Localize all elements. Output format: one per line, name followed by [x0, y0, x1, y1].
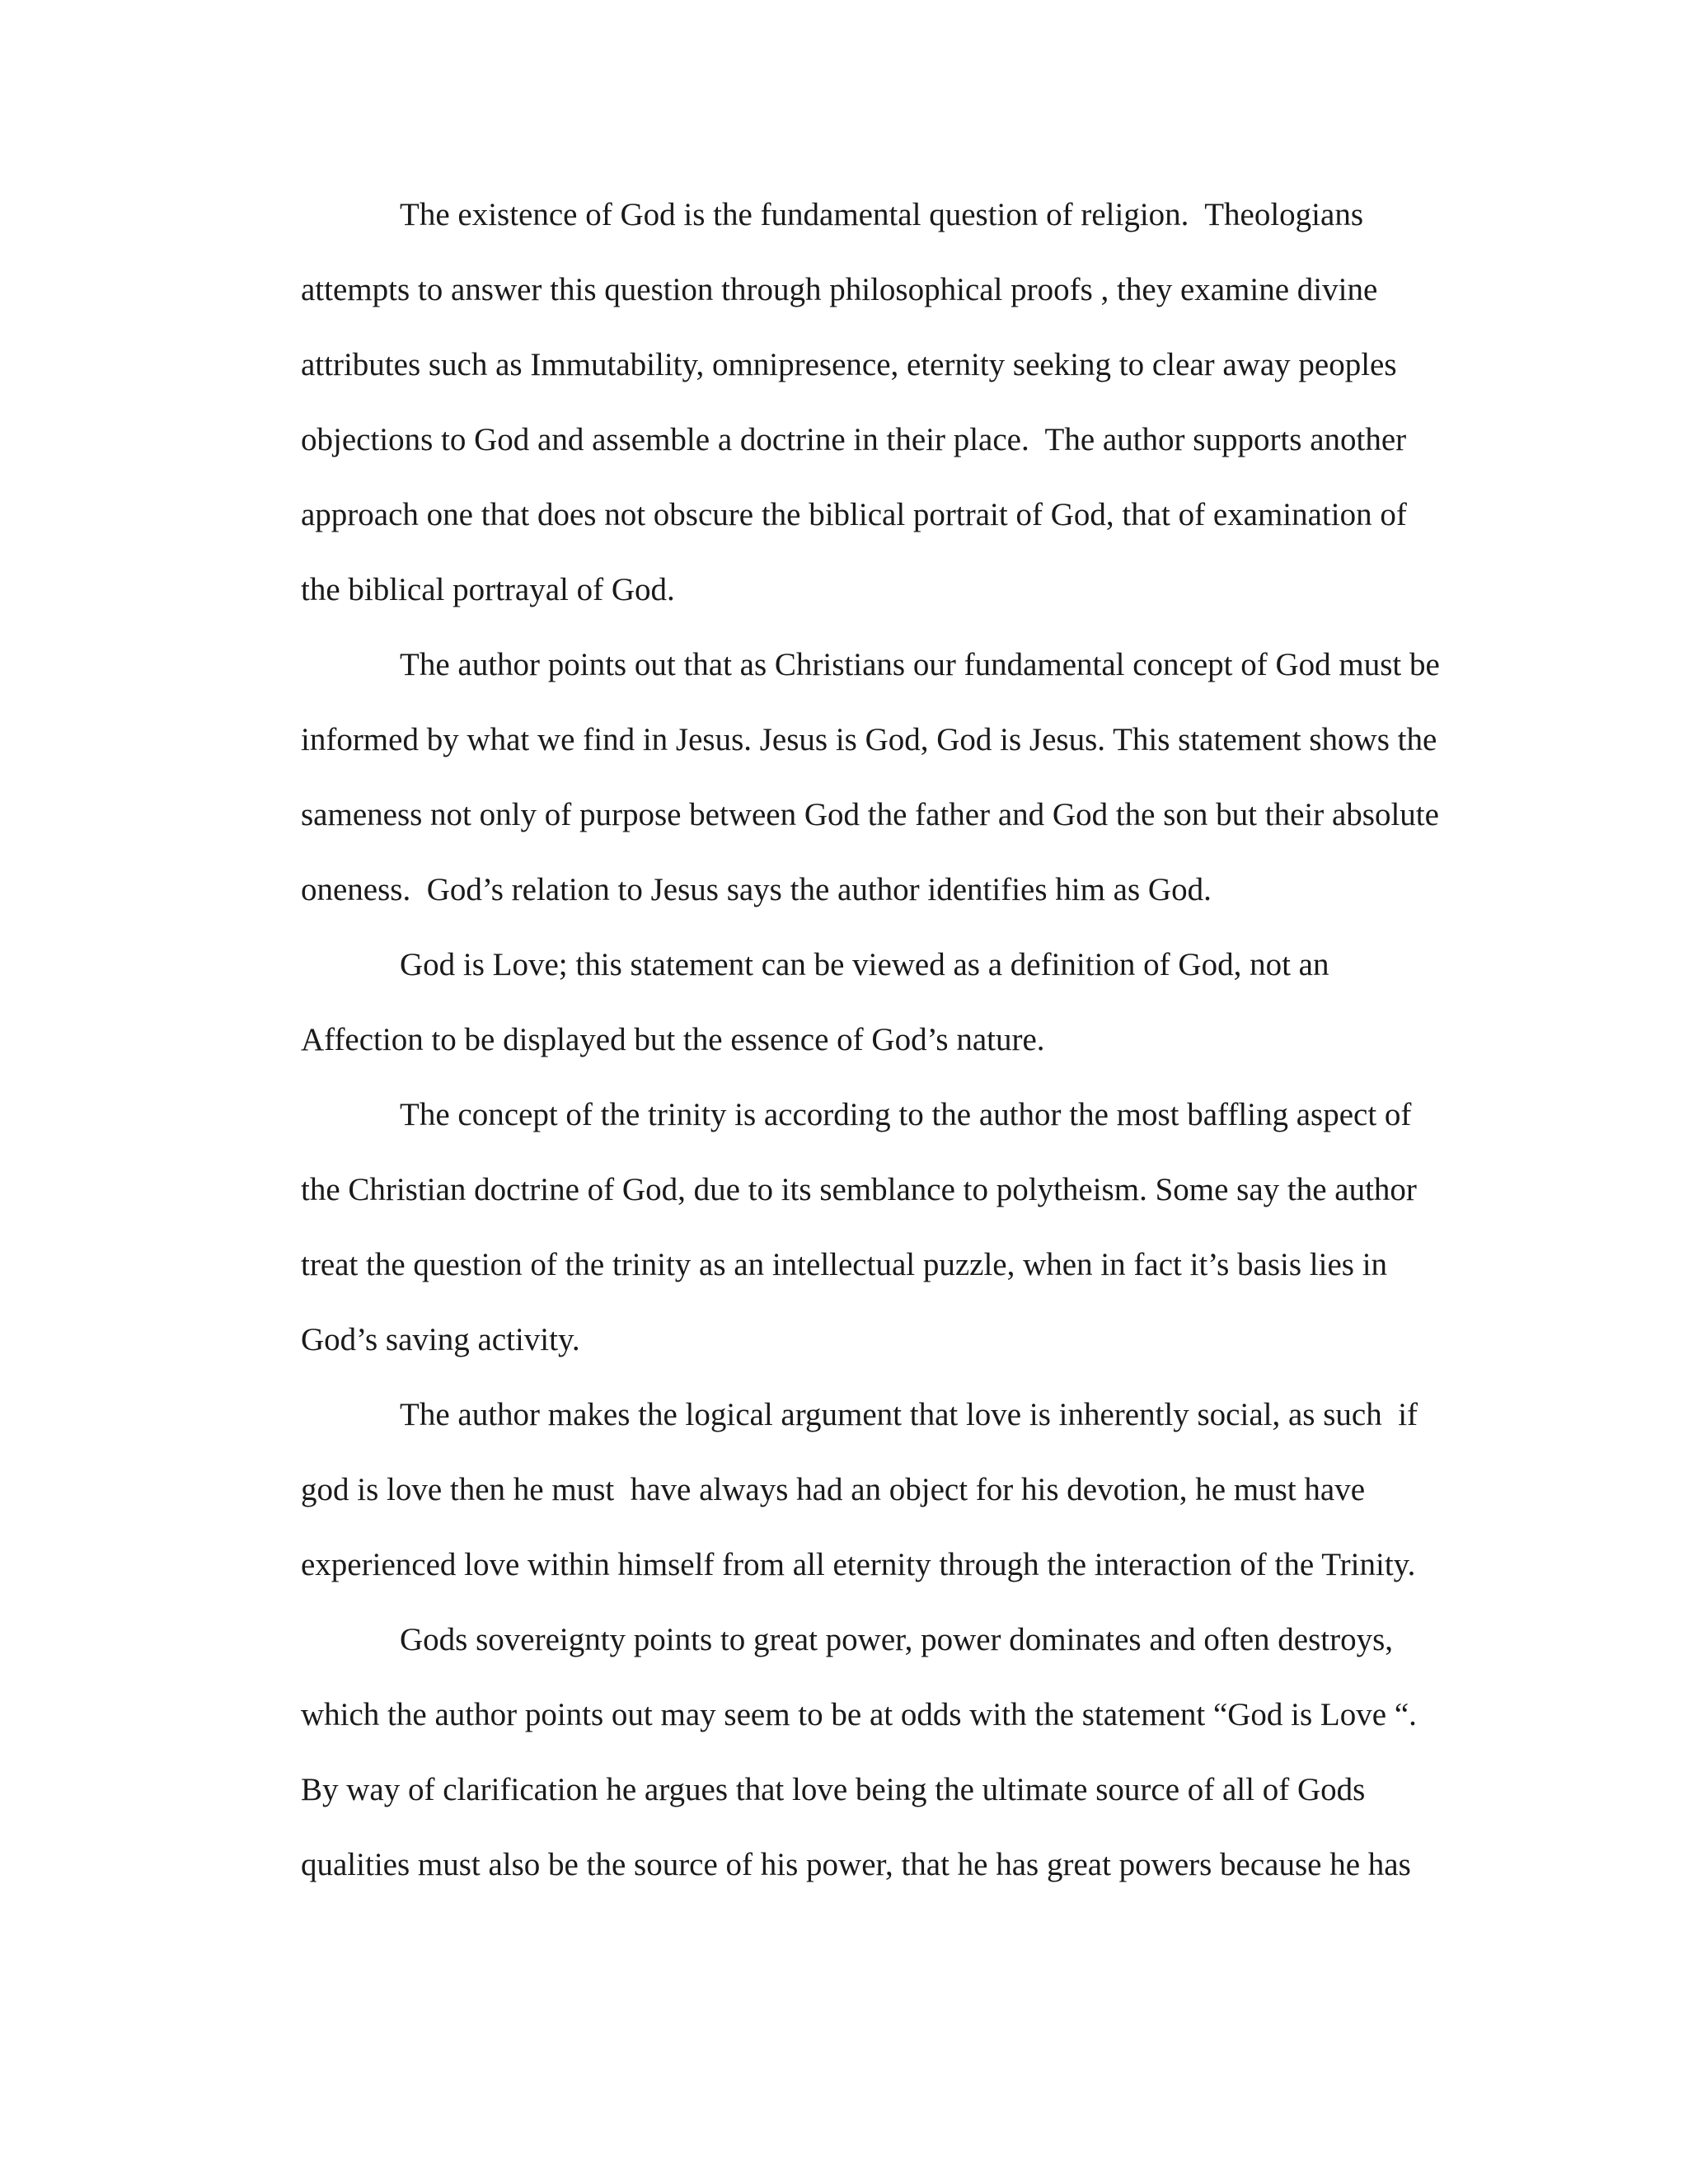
- paragraph-line: sameness not only of purpose between God the father and God the son but their absolute: [301, 797, 1439, 832]
- paragraph-line: approach one that does not obscure the biblical portrait of God, that of examination of: [301, 497, 1407, 532]
- paragraph-line: the biblical portrayal of God.: [301, 572, 675, 607]
- paragraph-3: [301, 936, 1471, 1086]
- paragraph-2: [301, 636, 1471, 936]
- paragraph-line: God is Love; this statement can be viewed as a definition of God, not an: [400, 947, 1329, 982]
- paragraph-line: which the author points out may seem to be at odds with the statement “God is Love “.: [301, 1697, 1417, 1732]
- paragraph-line: The author points out that as Christians our fundamental concept of God must be: [400, 647, 1440, 682]
- paragraph-line: attempts to answer this question through philosophical proofs , they examine divine: [301, 272, 1378, 307]
- paragraph-line: God’s saving activity.: [301, 1322, 580, 1357]
- paragraph-line: the Christian doctrine of God, due to its semblance to polytheism. Some say the author: [301, 1172, 1417, 1207]
- paragraph-1: [301, 186, 1471, 636]
- paragraph-4: [301, 1086, 1471, 1386]
- paragraph-line: Gods sovereignty points to great power, power dominates and often destroys,: [400, 1622, 1394, 1657]
- paragraph-line: qualities must also be the source of his power, that he has great powers because he has: [301, 1847, 1411, 1882]
- paragraph-line: god is love then he must have always had an object for his devotion, he must have: [301, 1472, 1366, 1507]
- paragraph-line: objections to God and assemble a doctrine in their place. The author supports another: [301, 422, 1407, 457]
- paragraph-line: The author makes the logical argument that love is inherently social, as such if: [400, 1397, 1418, 1432]
- paragraph-line: By way of clarification he argues that love being the ultimate source of all of Gods: [301, 1772, 1366, 1807]
- paragraph-line: informed by what we find in Jesus. Jesus is God, God is Jesus. This statement shows the: [301, 722, 1437, 757]
- paragraph-6: [301, 1611, 1471, 1911]
- paragraph-5: [301, 1386, 1471, 1611]
- document-body: [301, 186, 1471, 1911]
- paragraph-line: The existence of God is the fundamental question of religion. Theologians: [400, 197, 1363, 232]
- paragraph-line: attributes such as Immutability, omnipresence, eternity seeking to clear away peoples: [301, 347, 1397, 382]
- paragraph-line: oneness. God’s relation to Jesus says the author identifies him as God.: [301, 872, 1212, 907]
- paragraph-line: experienced love within himself from all eternity through the interaction of the Trinity.: [301, 1547, 1416, 1582]
- paragraph-line: treat the question of the trinity as an intellectual puzzle, when in fact it’s basis lies in: [301, 1247, 1388, 1282]
- paragraph-line: The concept of the trinity is according to the author the most baffling aspect of: [400, 1097, 1412, 1132]
- paragraph-line: Affection to be displayed but the essence of God’s nature.: [301, 1022, 1045, 1057]
